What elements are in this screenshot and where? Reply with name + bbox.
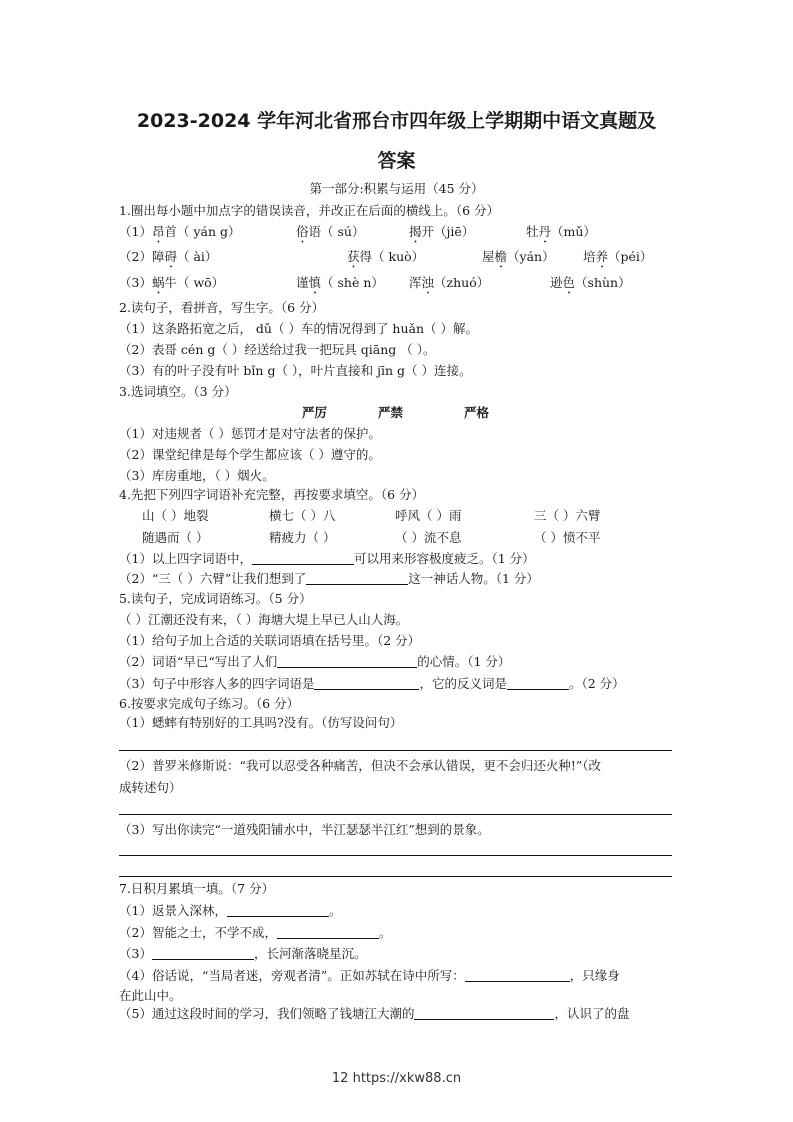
- document-line: [119, 780, 182, 796]
- fill-in-blank[interactable]: [414, 1006, 554, 1020]
- text-segment: 得（ kuò）: [359, 249, 425, 264]
- answer-line: [119, 750, 672, 751]
- document-line: [119, 300, 324, 316]
- item-cell: [302, 405, 327, 421]
- text-segment: （1）: [119, 224, 152, 239]
- text-segment: 4.先把下列四字词语补充完整，再按要求填空。（6 分）: [119, 487, 425, 502]
- dotted-character: 檐: [494, 249, 508, 264]
- item-cell: [550, 275, 631, 297]
- text-segment: 精疲力（ ）: [269, 530, 336, 545]
- text-segment: （2）课堂纪律是每个学生都应该（ ）遵守的。: [119, 447, 381, 462]
- fill-in-blank[interactable]: [277, 925, 379, 939]
- text-segment: （péi）: [608, 249, 653, 264]
- text-segment: 。: [328, 903, 342, 918]
- item-cell: [409, 224, 474, 246]
- dotted-character: 浊: [421, 275, 435, 290]
- document-line: [119, 384, 237, 400]
- document-line: [119, 715, 402, 731]
- text-segment: （2）词语“早已“写出了人们: [119, 654, 278, 669]
- document-line: [119, 988, 182, 1004]
- dotted-character: 蜗: [151, 275, 165, 290]
- item-cell: [464, 405, 489, 421]
- item-cell: [347, 249, 424, 271]
- text-segment: （1）对违规者（ ）惩罚才是对守法者的保护。: [119, 426, 381, 441]
- text-segment: ，它的反义词是: [419, 676, 507, 691]
- text-segment: （ ）流不息: [395, 530, 462, 545]
- text-segment: ，只缘身: [569, 968, 620, 983]
- text-segment: （ shè n）: [321, 275, 384, 290]
- text-segment: 逊: [550, 275, 563, 290]
- text-segment: （2）表哥 cén g（ ）经送给过我一把玩具 qiāng （ ）。: [119, 342, 436, 357]
- document-line: [119, 881, 274, 897]
- fill-in-blank[interactable]: [152, 946, 254, 960]
- document-line: [119, 447, 381, 463]
- document-line: [119, 925, 391, 941]
- text-segment: 严格: [464, 405, 490, 420]
- document-title: 2023-2024 学年河北省邢台市四年级上学期期中语文真题及: [136, 110, 657, 132]
- document-line: [119, 654, 510, 670]
- text-segment: ，长河渐落晓星沉。: [253, 946, 367, 961]
- dotted-character: 俗: [296, 224, 309, 239]
- item-cell: [526, 224, 596, 246]
- document-line: [119, 203, 499, 219]
- text-segment: （ ài）: [176, 249, 218, 264]
- text-segment: 在此山中。: [119, 988, 182, 1003]
- document-line: [119, 696, 299, 712]
- text-segment: （yán）: [507, 249, 555, 264]
- text-segment: 三（ ）六臂: [534, 508, 601, 523]
- document-line: [0, 181, 793, 197]
- text-segment: 牡: [526, 224, 539, 239]
- fill-in-blank[interactable]: [227, 903, 329, 917]
- text-segment: 的心情。（1 分）: [417, 654, 511, 669]
- text-segment: （1）返景入深林，: [119, 903, 227, 918]
- text-segment: 第一部分:积累与运用（45 分）: [309, 181, 484, 196]
- text-segment: （2）障: [119, 249, 165, 264]
- item-cell: [296, 275, 384, 297]
- text-segment: （5）通过这段时间的学习，我们领略了钱塘江大潮的: [119, 1006, 415, 1021]
- dotted-character: 慎: [308, 275, 322, 290]
- text-segment: 开（jiē）: [421, 224, 475, 239]
- item-cell: [395, 508, 461, 524]
- item-cell: [269, 530, 335, 546]
- dotted-character: 养: [595, 249, 609, 264]
- text-segment: 牛（ wō）: [164, 275, 225, 290]
- text-segment: 这一神话人物。（1 分）: [408, 571, 539, 586]
- text-segment: 。（2 分）: [568, 676, 625, 691]
- fill-in-blank[interactable]: [306, 571, 408, 585]
- document-line: [119, 968, 620, 984]
- text-segment: ，认识了的盘: [554, 1006, 630, 1021]
- text-segment: 6.按要求完成句子练习。（6 分）: [119, 696, 300, 711]
- item-cell: [296, 224, 364, 246]
- fill-in-blank[interactable]: [252, 551, 354, 565]
- text-segment: （ ）愤不平: [534, 530, 601, 545]
- item-cell: [119, 275, 224, 297]
- text-segment: 5.读句子，完成词语练习。（5 分）: [119, 591, 312, 606]
- document-line: [119, 571, 539, 587]
- document-line: [119, 405, 679, 421]
- document-line: [119, 612, 408, 628]
- text-segment: 1.圈出每小题中加点字的错误读音，并改正在后面的横线上。（6 分）: [119, 203, 500, 218]
- text-segment: 成转述句）: [119, 780, 182, 795]
- item-cell: [583, 249, 652, 271]
- document-line: [119, 508, 679, 524]
- text-segment: （ ）江潮还没有来，（ ）海塘大堤上早已人山人海。: [119, 612, 409, 627]
- text-segment: （1）以上四字词语中，: [119, 551, 252, 566]
- text-segment: 浑: [409, 275, 422, 290]
- document-line: [119, 249, 679, 265]
- item-cell: [534, 508, 600, 524]
- document-line: [119, 426, 381, 442]
- document-line: [119, 1006, 629, 1022]
- text-segment: （1）这条路拓宽之后， dǔ（ ）车的情况得到了 huǎn（ ）解。: [119, 321, 479, 336]
- document-line: [119, 321, 478, 337]
- document-line: [119, 946, 366, 962]
- text-segment: 横七（ ）八: [269, 508, 336, 523]
- dotted-character: 色: [562, 275, 576, 290]
- answer-line: [119, 814, 672, 815]
- item-cell: [378, 405, 403, 421]
- text-segment: 随遇而（ ）: [142, 530, 209, 545]
- text-segment: （3）: [119, 946, 152, 961]
- fill-in-blank[interactable]: [507, 676, 569, 690]
- document-line: [119, 822, 490, 838]
- text-segment: 山（ ）地裂: [142, 508, 209, 523]
- text-segment: （zhuó）: [434, 275, 490, 290]
- text-segment: （3）句子中形容人多的四字词语是: [119, 676, 315, 691]
- text-segment: 严禁: [378, 405, 404, 420]
- item-cell: [119, 249, 217, 271]
- answer-line: [119, 855, 672, 856]
- item-cell: [142, 508, 208, 524]
- text-segment: （3）写出你读完“一道残阳铺水中，半江瑟瑟半江红”想到的景象。: [119, 822, 490, 837]
- document-line: [119, 591, 312, 607]
- text-segment: 可以用来形容极度疲乏。（1 分）: [353, 551, 535, 566]
- text-segment: （4）俗话说，“当局者迷，旁观者清”。正如苏轼在诗中所写：: [119, 968, 465, 983]
- text-segment: 谨: [296, 275, 309, 290]
- document-line: [119, 551, 535, 567]
- text-segment: 3.选词填空。（3 分）: [119, 384, 237, 399]
- item-cell: [395, 530, 461, 546]
- dotted-character: 碍: [164, 249, 177, 264]
- dotted-character: 丹: [538, 224, 552, 239]
- item-cell: [534, 530, 600, 546]
- text-segment: （mǔ）: [551, 224, 596, 239]
- document-line: [119, 676, 625, 692]
- text-segment: （2）“三（ ）六臂”让我们想到了: [119, 571, 307, 586]
- text-segment: （1）给句子加上合适的关联词语填在括号里。（2 分）: [119, 633, 421, 648]
- text-segment: 。: [378, 925, 392, 940]
- document-line: [119, 487, 424, 503]
- document-title-continued: 答案: [377, 150, 416, 172]
- text-segment: （3）: [119, 275, 152, 290]
- text-segment: （3）库房重地，（ ）烟火。: [119, 468, 275, 483]
- page-footer: 12 https://xkw88.cn: [331, 1071, 462, 1086]
- text-segment: 语（ sú）: [308, 224, 365, 239]
- text-segment: （shùn）: [575, 275, 631, 290]
- dotted-character: 获: [347, 249, 360, 264]
- text-segment: 培: [583, 249, 596, 264]
- answer-line: [119, 876, 672, 877]
- document-line: [119, 275, 679, 291]
- document-line: [119, 342, 436, 358]
- text-segment: 严厉: [302, 405, 328, 420]
- document-line: [119, 530, 679, 546]
- item-cell: [142, 530, 208, 546]
- text-segment: 呼风（ ）雨: [395, 508, 462, 523]
- item-cell: [119, 224, 240, 246]
- text-segment: （3）有的叶子没有叶 bǐn g（ ），叶片直接和 jīn g（ ）连接。: [119, 363, 472, 378]
- fill-in-blank[interactable]: [277, 654, 417, 668]
- document-line: [119, 758, 601, 774]
- text-segment: 2.读句子，看拼音，写生字。（6 分）: [119, 300, 325, 315]
- text-segment: 屋: [482, 249, 495, 264]
- document-line: [119, 224, 679, 240]
- text-segment: 首（ yán g）: [164, 224, 241, 239]
- fill-in-blank[interactable]: [465, 968, 570, 982]
- document-line: [119, 468, 275, 484]
- text-segment: （1）蟋蟀有特别好的工具吗?没有。（仿写设问句）: [119, 715, 403, 730]
- item-cell: [482, 249, 555, 271]
- text-segment: （2）普罗米修斯说：“我可以忍受各种痛苦，但决不会承认错误，更不会归还火种!”（改: [119, 758, 602, 773]
- document-line: [119, 363, 472, 379]
- dotted-character: 昂: [151, 224, 165, 239]
- document-line: [119, 903, 341, 919]
- fill-in-blank[interactable]: [314, 676, 419, 690]
- text-segment: 7.日积月累填一填。（7 分）: [119, 881, 275, 896]
- document-line: [119, 633, 420, 649]
- item-cell: [269, 508, 335, 524]
- text-segment: （2）智能之士，不学不成，: [119, 925, 277, 940]
- item-cell: [409, 275, 489, 297]
- dotted-character: 揭: [409, 224, 422, 239]
